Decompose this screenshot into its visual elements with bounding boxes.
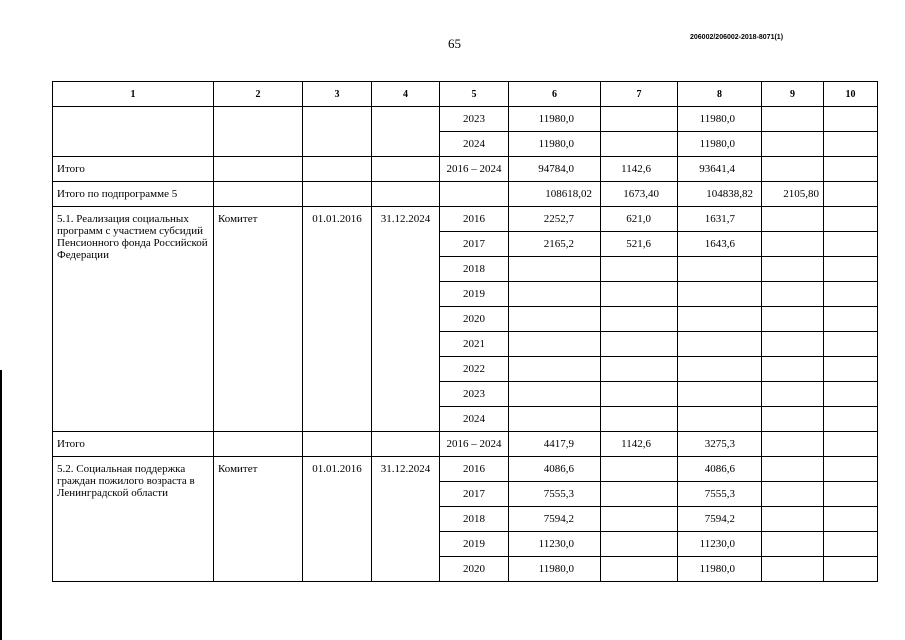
value-cell — [678, 307, 762, 332]
value-cell — [678, 407, 762, 432]
value-cell: 11230,0 — [509, 532, 601, 557]
empty-cell — [372, 157, 440, 182]
value-cell: 11980,0 — [509, 557, 601, 582]
value-cell — [824, 207, 878, 232]
empty-cell — [303, 182, 372, 207]
page-number: 65 — [448, 36, 461, 51]
empty-cell — [440, 182, 509, 207]
value-cell: 1631,7 — [678, 207, 762, 232]
executor-cell: Комитет — [214, 207, 303, 432]
value-cell — [601, 482, 678, 507]
value-cell: 7555,3 — [509, 482, 601, 507]
value-cell — [678, 357, 762, 382]
value-cell — [824, 257, 878, 282]
value-cell: 4086,6 — [509, 457, 601, 482]
value-cell — [601, 357, 678, 382]
start-date-cell: 01.01.2016 — [303, 207, 372, 432]
value-cell — [762, 532, 824, 557]
year-cell: 2019 — [440, 282, 509, 307]
value-cell — [824, 357, 878, 382]
year-cell: 2020 — [440, 307, 509, 332]
table-row — [53, 207, 878, 232]
end-date-cell — [372, 107, 440, 157]
measure-name-5-2: 5.2. Социальная поддержка граждан пожилого возраста в Ленинградской области — [53, 457, 214, 582]
value-cell — [762, 207, 824, 232]
header-row — [53, 82, 878, 107]
value-cell — [601, 332, 678, 357]
value-cell — [509, 382, 601, 407]
value-cell — [762, 232, 824, 257]
executor-cell — [214, 107, 303, 157]
value-cell — [678, 382, 762, 407]
value-cell — [824, 407, 878, 432]
value-cell: 2165,2 — [509, 232, 601, 257]
value-cell: 1673,40 — [601, 182, 678, 207]
value-cell — [824, 332, 878, 357]
value-cell — [601, 532, 678, 557]
value-cell: 108618,02 — [509, 182, 601, 207]
value-cell — [601, 382, 678, 407]
value-cell: 11980,0 — [678, 557, 762, 582]
value-cell: 2105,80 — [762, 182, 824, 207]
value-cell — [824, 557, 878, 582]
measure-name-5-1: 5.1. Реализация социальных программ с участием субсидий Пенсионного фонда Российской Федерации — [53, 207, 214, 432]
value-cell — [509, 357, 601, 382]
year-cell: 2020 — [440, 557, 509, 582]
value-cell — [678, 257, 762, 282]
total-label: Итого — [53, 157, 214, 182]
empty-cell — [372, 432, 440, 457]
col-header-6: 6 — [509, 82, 601, 107]
start-date-cell — [303, 107, 372, 157]
value-cell — [762, 382, 824, 407]
value-cell — [601, 507, 678, 532]
value-cell — [601, 557, 678, 582]
value-cell — [762, 457, 824, 482]
value-cell — [762, 282, 824, 307]
value-cell — [762, 132, 824, 157]
value-cell: 11980,0 — [509, 132, 601, 157]
value-cell — [601, 257, 678, 282]
subprogram-total-row — [53, 182, 878, 207]
value-cell: 94784,0 — [509, 157, 601, 182]
value-cell — [824, 382, 878, 407]
budget-table — [52, 81, 878, 582]
value-cell — [762, 307, 824, 332]
value-cell — [824, 157, 878, 182]
value-cell: 11980,0 — [678, 107, 762, 132]
executor-cell: Комитет — [214, 457, 303, 582]
empty-cell — [303, 157, 372, 182]
col-header-5: 5 — [440, 82, 509, 107]
value-cell: 1643,6 — [678, 232, 762, 257]
start-date-cell: 01.01.2016 — [303, 457, 372, 582]
value-cell: 11230,0 — [678, 532, 762, 557]
col-header-4: 4 — [372, 82, 440, 107]
value-cell — [824, 182, 878, 207]
year-cell: 2024 — [440, 132, 509, 157]
col-header-10: 10 — [824, 82, 878, 107]
value-cell — [762, 157, 824, 182]
value-cell: 621,0 — [601, 207, 678, 232]
value-cell: 1142,6 — [601, 157, 678, 182]
value-cell: 3275,3 — [678, 432, 762, 457]
empty-cell — [214, 182, 303, 207]
value-cell — [762, 482, 824, 507]
end-date-cell: 31.12.2024 — [372, 207, 440, 432]
value-cell: 11980,0 — [678, 132, 762, 157]
value-cell — [509, 307, 601, 332]
year-cell: 2023 — [440, 382, 509, 407]
scan-edge-mark — [0, 370, 2, 640]
value-cell: 11980,0 — [509, 107, 601, 132]
value-cell: 93641,4 — [678, 157, 762, 182]
year-cell: 2016 — [440, 457, 509, 482]
value-cell — [824, 282, 878, 307]
empty-cell — [372, 182, 440, 207]
year-range-cell: 2016 – 2024 — [440, 432, 509, 457]
value-cell — [762, 432, 824, 457]
value-cell — [678, 282, 762, 307]
value-cell — [762, 257, 824, 282]
document-code: 206002/206002-2018-8071(1) — [690, 34, 784, 41]
year-cell: 2017 — [440, 232, 509, 257]
value-cell: 7555,3 — [678, 482, 762, 507]
value-cell — [824, 432, 878, 457]
value-cell: 2252,7 — [509, 207, 601, 232]
col-header-2: 2 — [214, 82, 303, 107]
value-cell — [601, 457, 678, 482]
col-header-1: 1 — [53, 82, 214, 107]
total-row — [53, 157, 878, 182]
value-cell — [509, 407, 601, 432]
value-cell — [762, 557, 824, 582]
value-cell — [601, 307, 678, 332]
subprogram-total-label: Итого по подпрограмме 5 — [53, 182, 214, 207]
col-header-8: 8 — [678, 82, 762, 107]
value-cell — [824, 232, 878, 257]
value-cell — [824, 482, 878, 507]
year-cell: 2018 — [440, 257, 509, 282]
end-date-cell: 31.12.2024 — [372, 457, 440, 582]
year-cell: 2018 — [440, 507, 509, 532]
value-cell: 521,6 — [601, 232, 678, 257]
value-cell — [762, 407, 824, 432]
col-header-3: 3 — [303, 82, 372, 107]
col-header-7: 7 — [601, 82, 678, 107]
value-cell: 1142,6 — [601, 432, 678, 457]
year-cell: 2016 — [440, 207, 509, 232]
value-cell — [824, 507, 878, 532]
value-cell — [601, 132, 678, 157]
name-cell — [53, 107, 214, 157]
total-row — [53, 432, 878, 457]
value-cell — [601, 282, 678, 307]
value-cell: 4086,6 — [678, 457, 762, 482]
table-row — [53, 107, 878, 132]
value-cell — [824, 132, 878, 157]
empty-cell — [214, 157, 303, 182]
value-cell — [601, 407, 678, 432]
value-cell — [762, 507, 824, 532]
value-cell: 7594,2 — [678, 507, 762, 532]
value-cell — [509, 282, 601, 307]
value-cell: 104838,82 — [678, 182, 762, 207]
value-cell — [509, 257, 601, 282]
year-cell: 2024 — [440, 407, 509, 432]
empty-cell — [303, 432, 372, 457]
year-cell: 2023 — [440, 107, 509, 132]
value-cell — [601, 107, 678, 132]
value-cell: 7594,2 — [509, 507, 601, 532]
value-cell — [824, 532, 878, 557]
value-cell: 4417,9 — [509, 432, 601, 457]
empty-cell — [214, 432, 303, 457]
year-cell: 2019 — [440, 532, 509, 557]
table-row — [53, 457, 878, 482]
value-cell — [762, 357, 824, 382]
value-cell — [824, 457, 878, 482]
value-cell — [509, 332, 601, 357]
value-cell — [678, 332, 762, 357]
value-cell — [762, 107, 824, 132]
year-cell: 2021 — [440, 332, 509, 357]
year-cell: 2017 — [440, 482, 509, 507]
year-cell: 2022 — [440, 357, 509, 382]
value-cell — [824, 307, 878, 332]
col-header-9: 9 — [762, 82, 824, 107]
total-label: Итого — [53, 432, 214, 457]
year-range-cell: 2016 – 2024 — [440, 157, 509, 182]
value-cell — [824, 107, 878, 132]
value-cell — [762, 332, 824, 357]
